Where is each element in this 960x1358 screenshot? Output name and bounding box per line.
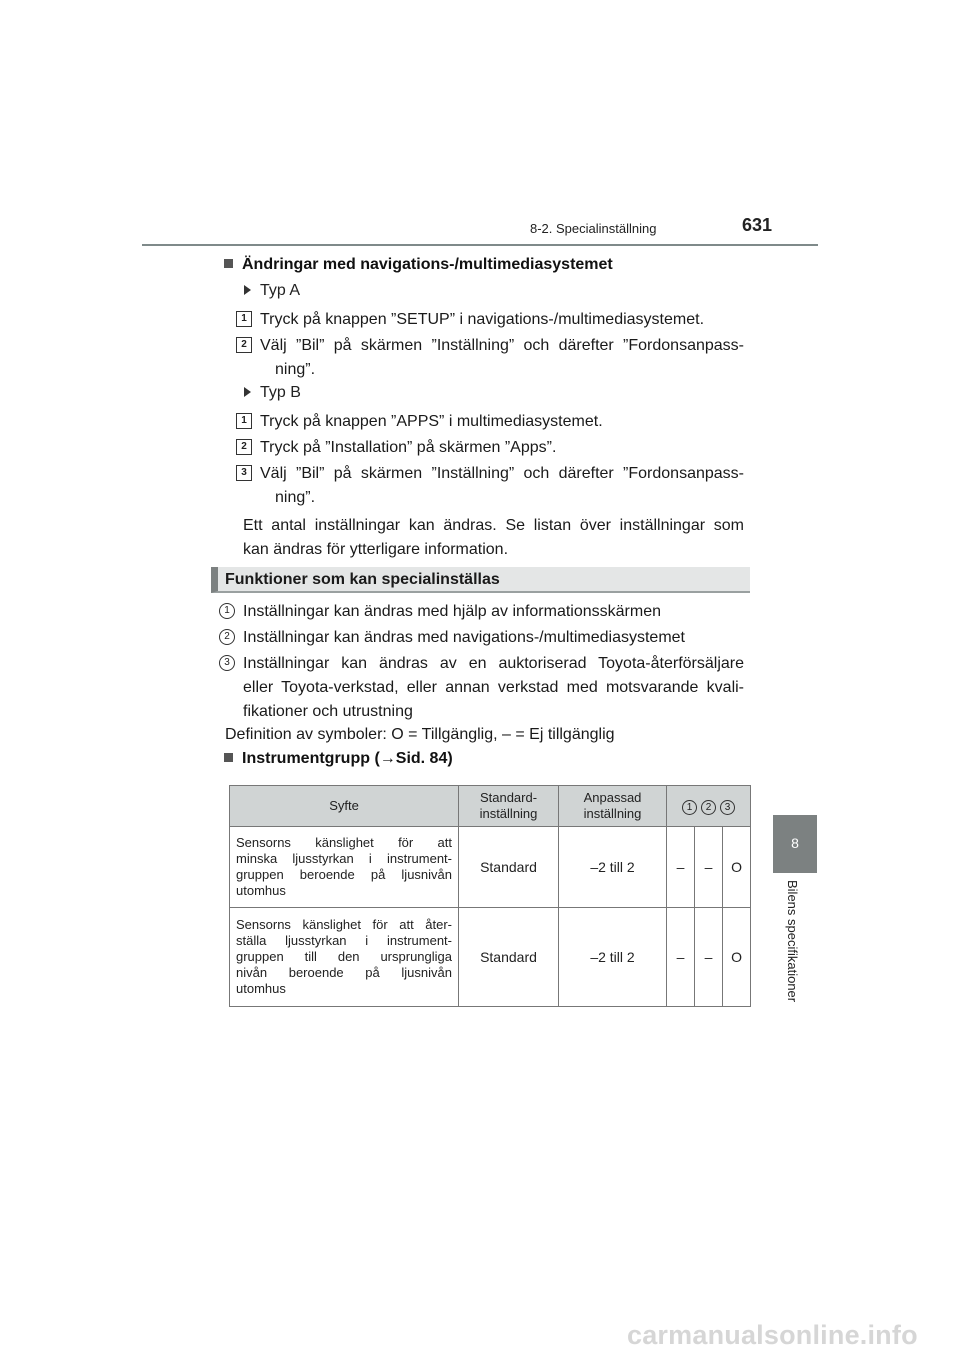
section-heading-bar: [211, 567, 750, 593]
col-header-custom: Anpassad inställning: [559, 786, 667, 827]
step-number-badge: 2: [236, 439, 252, 455]
table-row: [230, 908, 751, 1007]
method-2: Inställningar kan ändras med navigations-/multimediasystemet: [243, 629, 685, 646]
method-3: Inställningar kan ändras av en auktoriserad Toyota-återförsäljare eller Toyota-verkstad, eller annan verkstad med motsvarande kvali- fikationer och utrustning: [243, 655, 744, 720]
page-number: 631: [742, 215, 773, 235]
chapter-tab[interactable]: 8: [773, 815, 817, 873]
col-header-default: Standard- inställning: [459, 786, 559, 827]
custom-value: –2 till 2: [559, 908, 667, 1007]
nav-heading: Ändringar med navigations-/multimediasystemet: [224, 256, 613, 274]
circle-number-badge: 2: [219, 629, 235, 645]
type-b-step-1: Tryck på knappen ”APPS” i multimediasystemet.: [260, 413, 603, 430]
section-title: 8-2. Specialinställning: [530, 221, 657, 236]
watermark: carmanualsonline.info: [627, 1320, 918, 1350]
custom-value: –2 till 2: [559, 827, 667, 908]
type-a-step-1: Tryck på knappen ”SETUP” i navigations-/multimediasystemet.: [260, 311, 705, 328]
square-bullet-icon: [224, 259, 233, 268]
row-description: Sensorns känslighet för att minska ljusstyrkan i instrument- gruppen beroende på ljusnivån utomhus: [230, 827, 459, 908]
note-paragraph: Ett antal inställningar kan ändras. Se listan över inställningar som kan ändras för ytterligare information.: [243, 517, 744, 558]
method-3-availability: O: [723, 908, 751, 1007]
triangle-bullet-icon: [244, 387, 251, 397]
settings-table: [229, 785, 751, 1007]
triangle-bullet-icon: [244, 285, 251, 295]
step-number-badge: 2: [236, 337, 252, 353]
col-header-purpose: Syfte: [230, 786, 459, 827]
square-bullet-icon: [224, 753, 233, 762]
default-value: Standard: [459, 908, 559, 1007]
step-number-badge: 3: [236, 465, 252, 481]
method-1-availability: –: [667, 908, 695, 1007]
circle-number-badge: 1: [219, 603, 235, 619]
symbol-definition: Definition av symboler: O = Tillgänglig, – = Ej tillgänglig: [225, 726, 615, 743]
type-b-step-3: Välj ”Bil” på skärmen ”Inställning” och därefter ”Fordonsanpass- ning”.: [260, 465, 744, 506]
step-number-badge: 1: [236, 311, 252, 327]
circle-number-badge: 3: [219, 655, 235, 671]
circle-number-badge: 3: [720, 800, 735, 815]
table-header-row: [230, 786, 751, 827]
instrument-heading: Instrumentgrupp (→Sid. 84): [224, 750, 453, 768]
section-heading: Funktioner som kan specialinställas: [225, 571, 500, 588]
col-header-methods: [667, 786, 751, 827]
step-number-badge: 1: [236, 413, 252, 429]
circle-number-badge: 2: [701, 800, 716, 815]
circle-number-badge: 1: [682, 800, 697, 815]
header-divider: [142, 244, 818, 246]
type-b-label: Typ B: [244, 384, 301, 402]
chapter-label: Bilens specifikationer: [785, 880, 800, 1003]
type-a-step-2: Välj ”Bil” på skärmen ”Inställning” och därefter ”Fordonsanpass- ning”.: [260, 337, 744, 378]
method-1-availability: –: [667, 827, 695, 908]
row-description: Sensorns känslighet för att åter- ställa ljusstyrkan i instrument- gruppen till den ursprungliga nivån beroende på ljusnivån utomhus: [230, 908, 459, 1007]
method-1: Inställningar kan ändras med hjälp av informationsskärmen: [243, 603, 661, 620]
type-b-step-2: Tryck på ”Installation” på skärmen ”Apps”.: [260, 439, 557, 456]
method-2-availability: –: [695, 827, 723, 908]
method-3-availability: O: [723, 827, 751, 908]
method-2-availability: –: [695, 908, 723, 1007]
type-a-label: Typ A: [244, 282, 300, 300]
default-value: Standard: [459, 827, 559, 908]
table-row: [230, 827, 751, 908]
